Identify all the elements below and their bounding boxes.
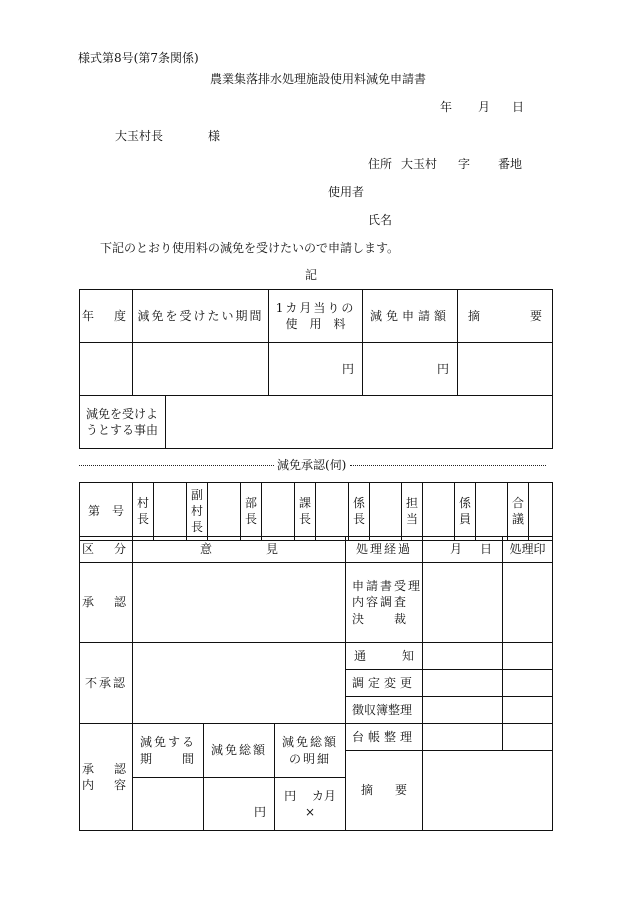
- header-monthly-fee-line1: 1カ月当りの: [275, 300, 356, 315]
- stamp-kakariin: [476, 483, 508, 541]
- header-summary: [458, 290, 553, 343]
- role-kakariin-char1: 係: [458, 496, 471, 511]
- name-label: 氏名: [368, 213, 393, 227]
- step-collection-seal: [503, 697, 553, 724]
- role-buchou: [241, 483, 262, 541]
- header-month-day: [423, 537, 503, 563]
- step-investigation: 内容調査: [352, 595, 409, 610]
- role-kachou: [295, 483, 316, 541]
- approval-number-go: 号: [111, 504, 124, 519]
- approval-detail-table: [79, 536, 553, 831]
- divider-left: [79, 465, 274, 466]
- tekiyo-char2: 要: [395, 783, 408, 798]
- header-process: 処理経過: [346, 537, 423, 563]
- step-receipt: 申請書受理: [352, 579, 423, 594]
- divider-label: 減免承認(伺): [277, 458, 347, 472]
- role-tantou: [402, 483, 423, 541]
- role-buchou-char2: 長: [244, 512, 257, 527]
- stamp-kachou: [316, 483, 349, 541]
- row-label-naiyo-line1: 承 認: [81, 761, 130, 776]
- role-fukusonchou-char3: 長: [190, 520, 203, 535]
- gen-detail-value: [275, 778, 346, 831]
- role-fukusonchou: [187, 483, 208, 541]
- gen-detail-months: カ月: [311, 788, 336, 803]
- role-sonchou: [133, 483, 154, 541]
- header-gen-detail-line1: 減免総額: [282, 735, 339, 750]
- header-monthly-fee-line2: 使 用 料: [285, 317, 346, 331]
- header-iken-char2: 見: [266, 542, 279, 557]
- process-steps-group: [346, 563, 423, 643]
- role-kachou-char2: 長: [298, 512, 311, 527]
- cell-summary-value: [458, 343, 553, 396]
- reason-label-line2: うとする事由: [86, 423, 159, 437]
- cell-amount-value: 円: [363, 343, 458, 396]
- role-fukusonchou-char2: 村: [190, 504, 203, 519]
- header-month: 月: [450, 542, 463, 557]
- header-gen-period-line2: 期 間: [139, 751, 196, 766]
- stamp-tantou: [423, 483, 455, 541]
- step-notify: [346, 643, 423, 670]
- stamp-fukusonchou: [208, 483, 241, 541]
- header-summary-char2: 要: [530, 308, 543, 323]
- stamp-buchou: [262, 483, 295, 541]
- address-aza: 字: [458, 157, 471, 171]
- step-adjust-seal: [503, 670, 553, 697]
- stamp-sonchou: [154, 483, 187, 541]
- form-title: 農業集落排水処理施設使用料減免申請書: [210, 72, 427, 86]
- fushonin-opinion: [133, 643, 346, 724]
- stamp-gougi: [529, 483, 553, 541]
- divider-right: [350, 465, 546, 466]
- header-seal: 処理印: [503, 537, 553, 563]
- header-period: 減免を受けたい期間: [133, 290, 269, 343]
- header-day: 日: [480, 542, 493, 557]
- gen-period-value: [133, 778, 204, 831]
- cell-fee-value: 円: [269, 343, 363, 396]
- role-sonchou-char1: 村: [136, 496, 149, 511]
- address-label: 住所: [368, 157, 393, 171]
- step-notify-char1: 通: [354, 648, 367, 663]
- header-gen-period-line1: 減免する: [139, 735, 196, 750]
- step-ledger-seal: [503, 724, 553, 751]
- address-banchi: 番地: [498, 157, 523, 171]
- cell-period-value: [133, 343, 269, 396]
- role-kakariin-char2: 員: [458, 512, 471, 527]
- role-kakarichou-char2: 長: [352, 512, 365, 527]
- steps-date-1: [423, 563, 503, 643]
- step-decision: 決 裁: [352, 611, 409, 626]
- header-amount: 減免申請額: [363, 290, 458, 343]
- approval-row: [79, 482, 553, 541]
- application-table: [79, 289, 553, 449]
- header-gen-period: [133, 724, 204, 778]
- step-notify-seal: [503, 643, 553, 670]
- user-label: 使用者: [328, 185, 365, 199]
- step-notify-date: [423, 643, 503, 670]
- header-monthly-fee: [269, 290, 363, 343]
- shonin-opinion: [133, 563, 346, 643]
- header-kubun: 区 分: [80, 537, 133, 563]
- role-fukusonchou-char1: 副: [190, 488, 203, 502]
- addressee-name: 大玉村長: [115, 129, 164, 143]
- stamp-kakarichou: [370, 483, 402, 541]
- role-buchou-char1: 部: [244, 496, 257, 511]
- role-tantou-char2: 当: [405, 512, 418, 527]
- header-summary-char1: 摘: [468, 308, 481, 323]
- header-nendo: 年 度: [80, 290, 133, 343]
- date-month-label: 月: [478, 100, 491, 114]
- form-number: 様式第8号(第7条関係): [78, 51, 199, 65]
- step-notify-char2: 知: [402, 648, 415, 663]
- role-gougi-char1: 合: [511, 496, 524, 511]
- role-sonchou-char2: 長: [136, 512, 149, 527]
- approval-number-dai: 第: [88, 504, 101, 519]
- header-iken: [133, 537, 346, 563]
- header-gen-detail-line2: の明細: [289, 751, 332, 766]
- header-gen-total: 減免総額: [204, 724, 275, 778]
- addressee-honorific: 様: [208, 129, 221, 143]
- reason-value: [166, 396, 553, 449]
- tekiyo-char1: 摘: [361, 783, 374, 798]
- intro-text: 下記のとおり使用料の減免を受けたいので申請します。: [100, 241, 400, 255]
- step-ledger: 台帳整理: [346, 724, 423, 751]
- reason-label: [80, 396, 166, 449]
- tekiyo-label: [346, 751, 423, 831]
- role-gougi: [508, 483, 529, 541]
- tekiyo-value: [423, 751, 553, 831]
- approval-number-label: [80, 483, 133, 541]
- step-collection-date: [423, 697, 503, 724]
- date-day-label: 日: [512, 100, 525, 114]
- row-label-naiyo: [80, 724, 133, 831]
- cell-nendo-value: [80, 343, 133, 396]
- gen-detail-times: ×: [304, 805, 316, 819]
- role-kachou-char1: 課: [298, 496, 311, 511]
- address-village: 大玉村: [401, 157, 438, 171]
- header-iken-char1: 意: [200, 542, 213, 557]
- role-tantou-char1: 担: [405, 496, 418, 511]
- date-year-label: 年: [440, 100, 453, 114]
- step-adjust-date: [423, 670, 503, 697]
- header-gen-detail: [275, 724, 346, 778]
- gen-total-value: 円: [204, 778, 275, 831]
- role-kakarichou: [349, 483, 370, 541]
- row-label-fushonin: 不承認: [80, 643, 133, 724]
- reason-label-line1: 減免を受けよ: [86, 406, 159, 421]
- step-ledger-date: [423, 724, 503, 751]
- row-label-naiyo-line2: 内 容: [81, 778, 130, 792]
- step-collection: 徴収簿整理: [346, 697, 423, 724]
- ki-label: 記: [305, 268, 318, 282]
- gen-detail-yen: 円: [284, 788, 297, 803]
- role-kakariin: [455, 483, 476, 541]
- steps-seal-1: [503, 563, 553, 643]
- row-label-shonin: 承 認: [80, 563, 133, 643]
- role-kakarichou-char1: 係: [352, 496, 365, 511]
- role-gougi-char2: 議: [511, 512, 524, 527]
- step-adjust: 調定変更: [346, 670, 423, 697]
